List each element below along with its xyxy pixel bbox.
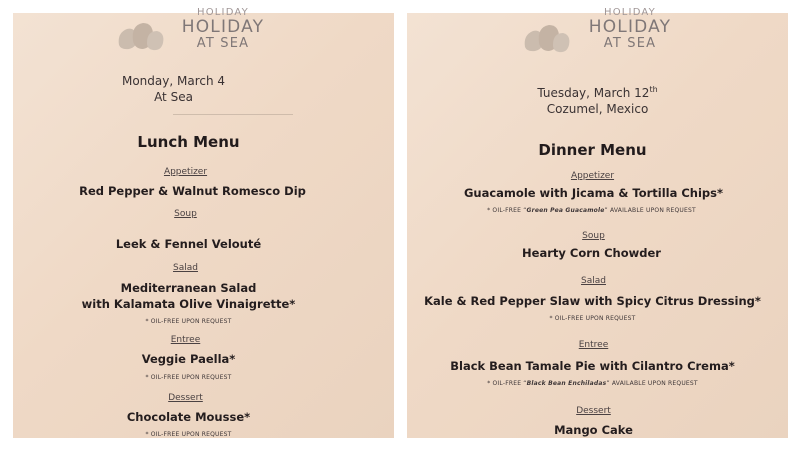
note-suffix: ” AVAILABLE UPON REQUEST [604,207,696,214]
menu-item: Leek & Fennel Velouté [115,237,262,251]
date-suffix: th [649,85,658,94]
brand-sub-text: AT SEA [603,35,657,51]
menu-title: Dinner Menu [538,141,647,159]
brand-main-text: HOLIDAY [588,17,672,37]
category-appetizer: Appetizer [163,167,208,177]
brand-top-text: HOLIDAY [603,7,656,18]
oil-free-note: * OIL-FREE UPON REQUEST [145,431,232,438]
brand-name [163,7,283,51]
note-prefix: * OIL-FREE “ [487,380,527,387]
menu-date [0,73,364,105]
category-soup: Soup [582,231,605,241]
category-salad: Salad [581,276,606,286]
brand-main-text: HOLIDAY [181,17,265,37]
brand-name [570,7,690,51]
note-prefix: * OIL-FREE “ [487,207,527,214]
menu-date [407,85,788,117]
date-text: Tuesday, March 12 [537,86,650,100]
menu-item: Kale & Red Pepper Slaw with Spicy Citrus Dressing* [424,294,761,308]
oil-free-note: * OIL-FREE UPON REQUEST [549,315,636,322]
lunch-menu-page [13,7,394,438]
category-appetizer: Appetizer [570,171,615,181]
menu-item-line: Mediterranean Salad [120,281,257,295]
menu-item: Mango Cake [554,423,633,437]
menu-item: Red Pepper & Walnut Romesco Dip [79,184,306,198]
dinner-menu-page [407,7,788,438]
menu-title: Lunch Menu [137,133,240,151]
menu-item: Black Bean Tamale Pie with Cilantro Crema* [450,359,735,373]
oil-free-note [401,207,782,214]
menu-item: Chocolate Mousse* [126,410,251,424]
oil-free-note [402,380,783,387]
category-soup: Soup [174,209,197,219]
note-emphasis: Green Pea Guacamole [526,207,605,214]
menu-item-line: with Kalamata Olive Vinaigrette* [81,296,296,311]
holiday-at-sea-logo-icon [519,17,575,57]
category-entree: Entree [170,335,201,345]
brand-sub-text: AT SEA [196,35,250,51]
holiday-at-sea-logo-icon [113,15,169,55]
category-salad: Salad [173,263,198,273]
divider [173,114,293,115]
note-suffix: ” AVAILABLE UPON REQUEST [606,380,698,387]
menu-item: Guacamole with Jicama & Tortilla Chips* [463,186,724,200]
menu-item: Veggie Paella* [141,352,236,366]
menu-item [0,281,379,312]
menu-item: Hearty Corn Chowder [522,246,661,260]
location-text: Cozumel, Mexico [546,102,649,117]
oil-free-note: * OIL-FREE UPON REQUEST [145,318,232,325]
note-emphasis: Black Bean Enchiladas [526,380,607,387]
brand-top-text: HOLIDAY [196,7,249,18]
date-line [407,85,788,101]
location-text: At Sea [154,90,193,105]
category-entree: Entree [578,340,609,350]
category-dessert: Dessert [576,406,611,416]
category-dessert: Dessert [168,393,203,403]
oil-free-note: * OIL-FREE UPON REQUEST [145,374,232,381]
date-text: Monday, March 4 [121,74,226,88]
